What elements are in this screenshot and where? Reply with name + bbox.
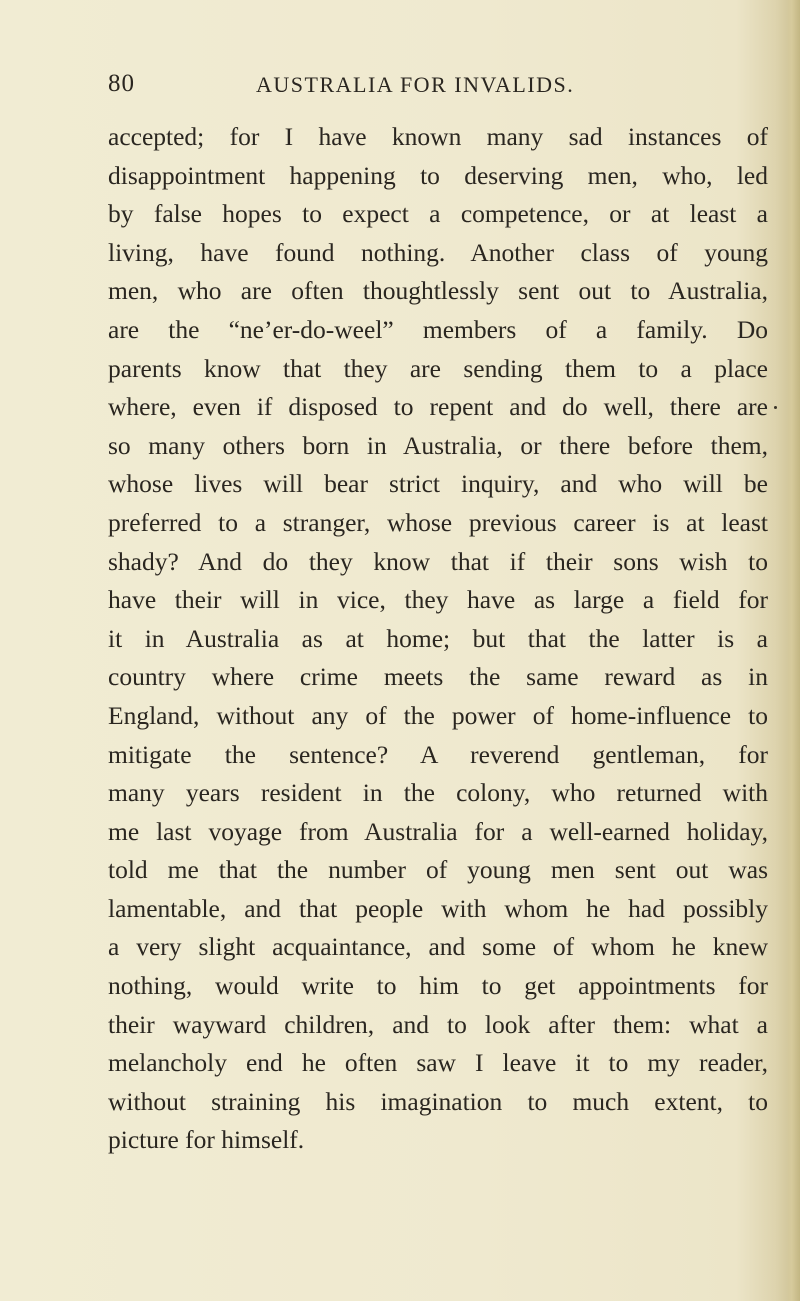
text-line: nothing, would write to him to get appointments for [108, 971, 768, 1001]
page-edge-shading [786, 0, 800, 1301]
text-line: accepted; for I have known many sad instances of [108, 122, 768, 151]
text-line: England, without any of the power of home-influence to [108, 700, 768, 730]
paper-speck [774, 406, 777, 409]
page-header [108, 70, 768, 106]
text-line: a very slight acquaintance, and some of whom he knew [108, 932, 768, 962]
text-line: without straining his imagination to much extent, to [108, 1086, 768, 1116]
text-line: melancholy end he often saw I leave it to my reader, [108, 1048, 768, 1078]
page-number: 80 [108, 70, 135, 97]
text-line: many years resident in the colony, who returned with [108, 778, 768, 808]
text-line: lamentable, and that people with whom he had possibly [108, 893, 768, 923]
text-line: so many others born in Australia, or there before them, [108, 430, 768, 460]
text-line: mitigate the sentence? A reverend gentleman, for [108, 739, 768, 769]
text-line: me last voyage from Australia for a well-earned holiday, [108, 816, 768, 846]
text-line: shady? And do they know that if their sons wish to [108, 546, 768, 576]
text-line: men, who are often thoughtlessly sent out to Australia, [108, 276, 768, 306]
text-line: parents know that they are sending them to a place [108, 353, 768, 383]
text-line: have their will in vice, they have as large a field for [108, 585, 768, 615]
running-head: AUSTRALIA FOR INVALIDS. [256, 72, 575, 97]
text-line: living, have found nothing. Another class of young [108, 237, 768, 267]
text-line: told me that the number of young men sent out was [108, 855, 768, 885]
body-text [108, 118, 768, 1160]
text-line: disappointment happening to deserving men, who, led [108, 160, 768, 190]
text-line: whose lives will bear strict inquiry, and who will be [108, 469, 768, 499]
text-line: preferred to a stranger, whose previous career is at least [108, 507, 768, 537]
text-line: are the “ne’er-do-weel” members of a family. Do [108, 314, 768, 344]
text-line: where, even if disposed to repent and do well, there are [108, 392, 768, 422]
text-line: country where crime meets the same reward as in [108, 662, 768, 692]
text-line: it in Australia as at home; but that the latter is a [108, 623, 768, 653]
text-line: picture for himself. [108, 1125, 305, 1155]
text-line: by false hopes to expect a competence, or at least a [108, 199, 768, 229]
text-line: their wayward children, and to look after them: what a [108, 1009, 768, 1039]
